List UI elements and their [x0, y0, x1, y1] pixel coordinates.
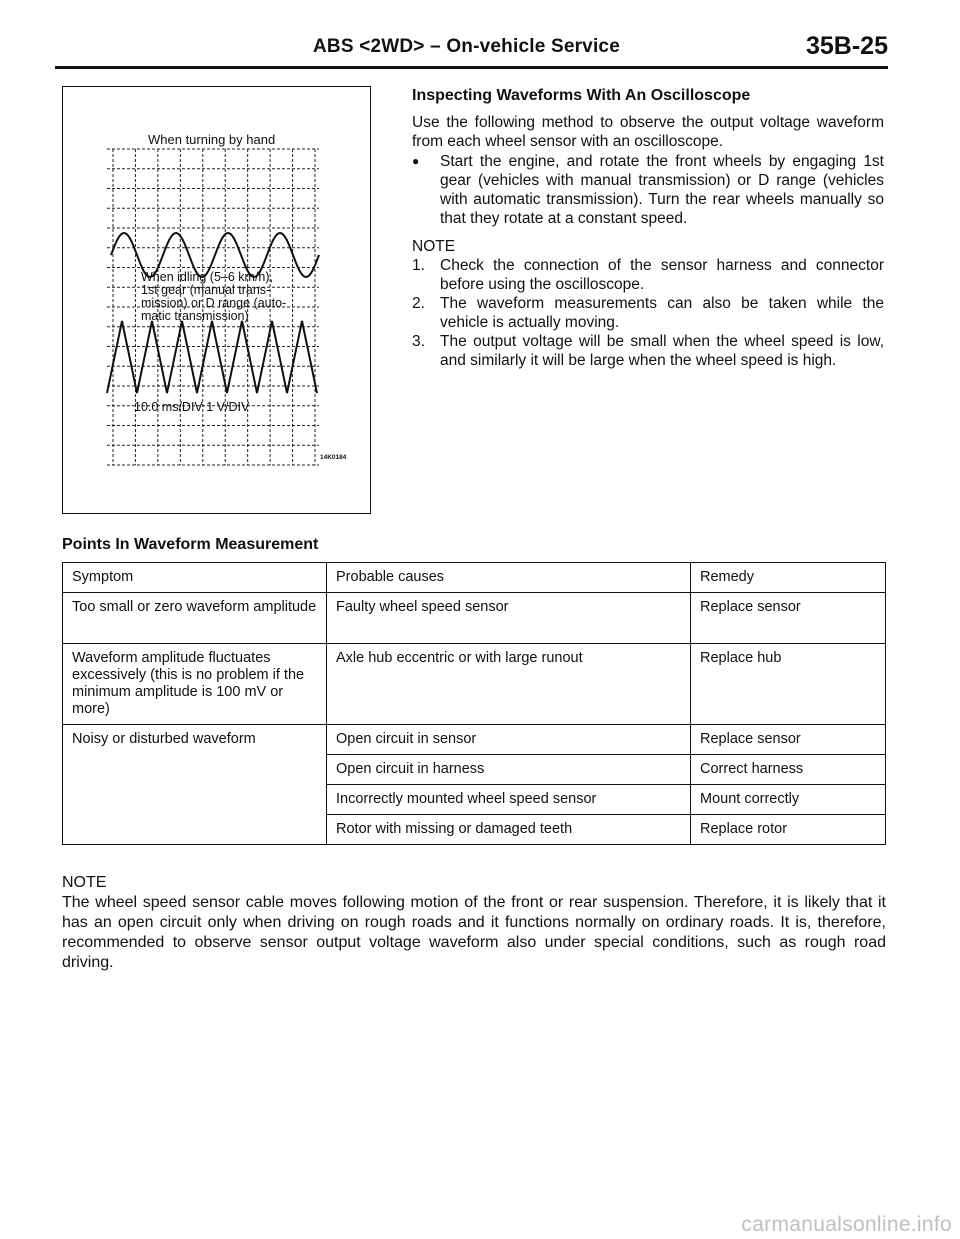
note-label: NOTE	[412, 238, 456, 255]
figure-label-hand: When turning by hand	[148, 132, 276, 147]
note-text: The output voltage will be small when the wheel speed is low, and similarly it will be large when the wheel speed is high.	[440, 333, 884, 369]
cause-cell: Faulty wheel speed sensor	[327, 593, 691, 644]
table-row	[63, 815, 886, 845]
remedy-cell: Correct harness	[691, 755, 886, 785]
page-number: 35B-25	[806, 32, 888, 60]
figure-label-idling	[141, 271, 286, 323]
inspecting-section	[412, 86, 884, 370]
symptom-cell: Too small or zero waveform amplitude	[63, 593, 327, 644]
remedy-cell: Replace sensor	[691, 593, 886, 644]
footer-note-label: NOTE	[62, 874, 107, 891]
cause-cell: Axle hub eccentric or with large runout	[327, 644, 691, 725]
table-heading: Points In Waveform Measurement	[62, 536, 319, 553]
cause-cell: Open circuit in sensor	[327, 725, 691, 755]
symptom-cell: Noisy or disturbed waveform	[63, 725, 327, 755]
table-row	[63, 785, 886, 815]
footer-note-text: The wheel speed sensor cable moves following motion of the front or rear suspension. Therefore, it is likely that it has an open circuit only when driving on rough roads and it functions normally on ordinary roads. It is, therefore, recommended to observe sensor output voltage waveform also under special conditions, such as rough road driving.	[62, 894, 886, 971]
figure-label-idling-line: When idling (5–6 km/h),	[141, 270, 274, 284]
column-header-symptom: Symptom	[63, 563, 327, 593]
symptom-cell	[63, 785, 327, 815]
oscilloscope-figure	[62, 86, 371, 514]
figure-scale-label: 10.0 ms/DIV 1 V/DIV	[134, 400, 250, 414]
remedy-cell: Replace hub	[691, 644, 886, 725]
note-text: The waveform measurements can also be taken while the vehicle is actually moving.	[440, 295, 884, 331]
cause-cell: Rotor with missing or damaged teeth	[327, 815, 691, 845]
header-title: ABS <2WD> – On-vehicle Service	[313, 36, 620, 57]
note-number: 1.	[412, 257, 425, 274]
note-number: 3.	[412, 333, 425, 350]
table-row	[63, 725, 886, 755]
footer-note	[62, 873, 886, 973]
figure-code: 14K0184	[320, 454, 347, 461]
watermark: carmanualsonline.info	[741, 1213, 952, 1236]
lower-waveform-trace	[107, 321, 317, 393]
table-row	[63, 644, 886, 725]
waveform-measurement-table	[62, 562, 886, 845]
bullet-text: Start the engine, and rotate the front wheels by engaging 1st gear (vehicles with manual transmission) or D range (vehicles with automatic transmission). Turn the rear wheels manually so that they rotate at a constant speed.	[440, 153, 884, 227]
cause-cell: Open circuit in harness	[327, 755, 691, 785]
remedy-cell: Mount correctly	[691, 785, 886, 815]
figure-label-idling-line: matic transmission)	[141, 309, 249, 323]
intro-paragraph: Use the following method to observe the output voltage waveform from each wheel sensor with an oscilloscope.	[412, 114, 884, 150]
symptom-cell	[63, 755, 327, 785]
remedy-cell: Replace rotor	[691, 815, 886, 845]
figure-label-idling-line: 1st gear (manual trans-	[141, 283, 271, 297]
page-header	[55, 30, 888, 69]
note-item	[412, 256, 884, 294]
note-item	[412, 294, 884, 332]
table-row	[63, 593, 886, 644]
bullet-dot-icon: ●	[412, 154, 420, 168]
table-row	[63, 755, 886, 785]
symptom-cell	[63, 815, 327, 845]
table-header-row	[63, 563, 886, 593]
remedy-cell: Replace sensor	[691, 725, 886, 755]
note-number: 2.	[412, 295, 425, 312]
cause-cell: Incorrectly mounted wheel speed sensor	[327, 785, 691, 815]
bullet-item	[412, 152, 884, 228]
figure-label-idling-line: mission) or D range (auto-	[141, 296, 287, 310]
column-header-causes: Probable causes	[327, 563, 691, 593]
note-item	[412, 332, 884, 370]
section-heading: Inspecting Waveforms With An Oscilloscope	[412, 87, 751, 104]
column-header-remedy: Remedy	[691, 563, 886, 593]
note-text: Check the connection of the sensor harness and connector before using the oscilloscope.	[440, 257, 884, 293]
symptom-cell: Waveform amplitude fluctuates excessively (this is no problem if the minimum amplitude is 100 mV or more)	[63, 644, 327, 725]
